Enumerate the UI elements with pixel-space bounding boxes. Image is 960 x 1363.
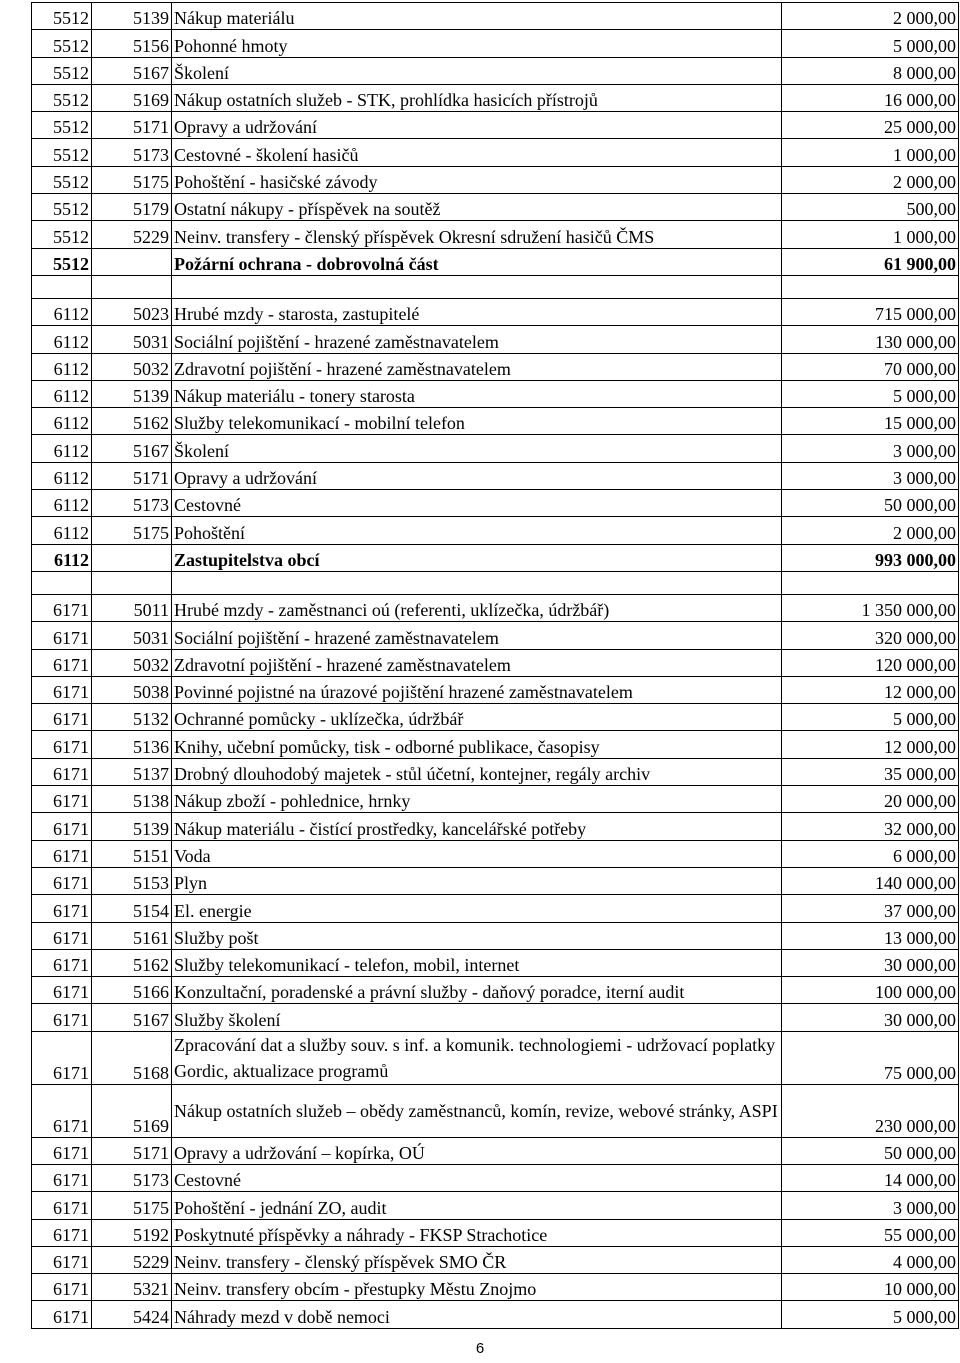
cell-paragraph: 6171 <box>32 1031 92 1084</box>
cell-item-code: 5153 <box>92 867 172 894</box>
cell-amount: 37 000,00 <box>782 895 959 922</box>
table-row <box>32 786 959 813</box>
cell-amount: 20 000,00 <box>782 786 959 813</box>
table-row <box>32 3 959 30</box>
cell-item-name: Voda <box>172 840 782 867</box>
cell-item-code: 5139 <box>92 380 172 407</box>
table-row <box>32 649 959 676</box>
cell-item-name: Služby školení <box>172 1004 782 1031</box>
cell-amount: 1 000,00 <box>782 221 959 248</box>
cell-paragraph: 5512 <box>32 84 92 111</box>
table-row <box>32 1274 959 1301</box>
cell-item-code <box>92 544 172 571</box>
cell-paragraph: 6171 <box>32 977 92 1004</box>
table-row <box>32 895 959 922</box>
cell-item-name: Nákup zboží - pohlednice, hrnky <box>172 786 782 813</box>
cell-item-name: Cestovné <box>172 490 782 517</box>
cell-item-code: 5321 <box>92 1274 172 1301</box>
cell-paragraph: 6112 <box>32 326 92 353</box>
cell-amount: 25 000,00 <box>782 112 959 139</box>
cell-item-name: Nákup materiálu - čistící prostředky, kancelářské potřeby <box>172 813 782 840</box>
table-row <box>32 813 959 840</box>
cell-amount: 32 000,00 <box>782 813 959 840</box>
cell-item-code <box>92 571 172 594</box>
cell-amount: 50 000,00 <box>782 490 959 517</box>
cell-amount: 12 000,00 <box>782 731 959 758</box>
cell-item-name: Knihy, učební pomůcky, tisk - odborné publikace, časopisy <box>172 731 782 758</box>
cell-paragraph: 6171 <box>32 895 92 922</box>
cell-item-name: Konzultační, poradenské a právní služby - daňový poradce, iterní audit <box>172 977 782 1004</box>
cell-paragraph: 6171 <box>32 813 92 840</box>
cell-paragraph: 6171 <box>32 840 92 867</box>
cell-item-code <box>92 275 172 298</box>
cell-amount: 6 000,00 <box>782 840 959 867</box>
cell-amount: 320 000,00 <box>782 622 959 649</box>
cell-paragraph <box>32 571 92 594</box>
cell-amount: 500,00 <box>782 194 959 221</box>
cell-item-code: 5139 <box>92 3 172 30</box>
cell-item-name: Zastupitelstva obcí <box>172 544 782 571</box>
table-row <box>32 139 959 166</box>
cell-item-code: 5023 <box>92 298 172 325</box>
cell-amount: 75 000,00 <box>782 1031 959 1084</box>
cell-paragraph: 6171 <box>32 1192 92 1219</box>
cell-paragraph: 6171 <box>32 1137 92 1164</box>
cell-paragraph: 6171 <box>32 922 92 949</box>
cell-item-name: Zdravotní pojištění - hrazené zaměstnavatelem <box>172 649 782 676</box>
cell-paragraph: 6112 <box>32 435 92 462</box>
cell-paragraph: 6112 <box>32 353 92 380</box>
cell-item-name: Cestovné <box>172 1164 782 1191</box>
cell-amount: 1 000,00 <box>782 139 959 166</box>
table-row <box>32 949 959 976</box>
table-row <box>32 194 959 221</box>
table-row <box>32 408 959 435</box>
cell-item-name: Služby telekomunikací - mobilní telefon <box>172 408 782 435</box>
cell-amount: 61 900,00 <box>782 248 959 275</box>
table-row <box>32 1219 959 1246</box>
cell-item-name: Plyn <box>172 867 782 894</box>
cell-amount: 50 000,00 <box>782 1137 959 1164</box>
cell-item-name <box>172 275 782 298</box>
cell-paragraph: 6112 <box>32 490 92 517</box>
cell-amount: 2 000,00 <box>782 3 959 30</box>
cell-item-code: 5032 <box>92 649 172 676</box>
cell-amount: 15 000,00 <box>782 408 959 435</box>
cell-item-name: Povinné pojistné na úrazové pojištění hrazené zaměstnavatelem <box>172 676 782 703</box>
cell-paragraph: 6171 <box>32 676 92 703</box>
cell-amount: 16 000,00 <box>782 84 959 111</box>
cell-item-code: 5038 <box>92 676 172 703</box>
cell-paragraph: 5512 <box>32 221 92 248</box>
cell-paragraph: 6171 <box>32 1084 92 1137</box>
cell-item-name: Neinv. transfery - členský příspěvek SMO ČR <box>172 1246 782 1273</box>
table-row <box>32 517 959 544</box>
cell-item-name: Opravy a udržování – kopírka, OÚ <box>172 1137 782 1164</box>
cell-amount <box>782 275 959 298</box>
cell-paragraph: 6171 <box>32 594 92 621</box>
cell-paragraph: 5512 <box>32 112 92 139</box>
cell-item-code: 5192 <box>92 1219 172 1246</box>
cell-item-name: Pohoštění - jednání ZO, audit <box>172 1192 782 1219</box>
cell-paragraph: 5512 <box>32 3 92 30</box>
cell-item-name: Sociální pojištění - hrazené zaměstnavatelem <box>172 326 782 353</box>
cell-item-code: 5167 <box>92 57 172 84</box>
cell-paragraph: 6171 <box>32 1246 92 1273</box>
cell-item-name: Ostatní nákupy - příspěvek na soutěž <box>172 194 782 221</box>
cell-item-code: 5173 <box>92 139 172 166</box>
cell-item-code: 5173 <box>92 490 172 517</box>
cell-item-name: Nákup materiálu <box>172 3 782 30</box>
cell-item-code: 5032 <box>92 353 172 380</box>
cell-paragraph: 5512 <box>32 194 92 221</box>
cell-item-code: 5154 <box>92 895 172 922</box>
cell-amount: 30 000,00 <box>782 949 959 976</box>
cell-item-code: 5136 <box>92 731 172 758</box>
cell-amount: 2 000,00 <box>782 166 959 193</box>
cell-item-name: Neinv. transfery - členský příspěvek Okresní sdružení hasičů ČMS <box>172 221 782 248</box>
table-row <box>32 622 959 649</box>
table-row <box>32 166 959 193</box>
table-row <box>32 1031 959 1084</box>
cell-item-code: 5168 <box>92 1031 172 1084</box>
table-row <box>32 1004 959 1031</box>
cell-amount: 993 000,00 <box>782 544 959 571</box>
table-row <box>32 57 959 84</box>
cell-item-name: Cestovné - školení hasičů <box>172 139 782 166</box>
cell-amount: 5 000,00 <box>782 704 959 731</box>
table-row <box>32 867 959 894</box>
table-row <box>32 1301 959 1328</box>
budget-table-body <box>32 3 959 1329</box>
cell-item-code <box>92 248 172 275</box>
table-row <box>32 704 959 731</box>
cell-amount: 3 000,00 <box>782 435 959 462</box>
table-row-spacer <box>32 275 959 298</box>
table-row <box>32 977 959 1004</box>
table-row-total <box>32 248 959 275</box>
table-row <box>32 1137 959 1164</box>
cell-paragraph: 6171 <box>32 649 92 676</box>
cell-paragraph: 5512 <box>32 139 92 166</box>
cell-item-name: Školení <box>172 57 782 84</box>
table-row <box>32 84 959 111</box>
cell-amount: 4 000,00 <box>782 1246 959 1273</box>
table-row <box>32 1246 959 1273</box>
table-row <box>32 353 959 380</box>
table-row <box>32 758 959 785</box>
cell-item-code: 5162 <box>92 949 172 976</box>
cell-item-name: Hrubé mzdy - starosta, zastupitelé <box>172 298 782 325</box>
cell-item-name: Školení <box>172 435 782 462</box>
table-row <box>32 922 959 949</box>
cell-amount: 100 000,00 <box>782 977 959 1004</box>
cell-paragraph: 5512 <box>32 57 92 84</box>
cell-item-code: 5175 <box>92 517 172 544</box>
cell-item-name: Pohoštění <box>172 517 782 544</box>
cell-amount: 35 000,00 <box>782 758 959 785</box>
cell-amount: 130 000,00 <box>782 326 959 353</box>
table-row <box>32 1164 959 1191</box>
cell-item-code: 5137 <box>92 758 172 785</box>
table-row <box>32 326 959 353</box>
cell-paragraph: 6171 <box>32 1274 92 1301</box>
table-row <box>32 1192 959 1219</box>
cell-item-code: 5132 <box>92 704 172 731</box>
table-row <box>32 1084 959 1137</box>
cell-paragraph: 6171 <box>32 731 92 758</box>
table-row <box>32 840 959 867</box>
cell-paragraph: 6171 <box>32 1219 92 1246</box>
cell-item-code: 5169 <box>92 84 172 111</box>
cell-paragraph: 5512 <box>32 30 92 57</box>
table-row <box>32 731 959 758</box>
cell-item-name: Náhrady mezd v době nemoci <box>172 1301 782 1328</box>
cell-amount: 8 000,00 <box>782 57 959 84</box>
budget-table <box>31 2 959 1329</box>
cell-item-name: El. energie <box>172 895 782 922</box>
cell-item-code: 5171 <box>92 1137 172 1164</box>
cell-item-name: Opravy a udržování <box>172 112 782 139</box>
cell-item-code: 5151 <box>92 840 172 867</box>
table-row <box>32 380 959 407</box>
cell-item-code: 5161 <box>92 922 172 949</box>
cell-paragraph: 6112 <box>32 517 92 544</box>
cell-item-name: Ochranné pomůcky - uklízečka, údržbář <box>172 704 782 731</box>
cell-amount <box>782 571 959 594</box>
cell-paragraph <box>32 275 92 298</box>
cell-item-name: Sociální pojištění - hrazené zaměstnavatelem <box>172 622 782 649</box>
cell-item-code: 5171 <box>92 112 172 139</box>
cell-amount: 1 350 000,00 <box>782 594 959 621</box>
cell-paragraph: 6112 <box>32 544 92 571</box>
cell-paragraph: 6171 <box>32 622 92 649</box>
table-row <box>32 30 959 57</box>
table-row-total <box>32 544 959 571</box>
cell-item-name: Hrubé mzdy - zaměstnanci oú (referenti, uklízečka, údržbář) <box>172 594 782 621</box>
cell-item-name: Požární ochrana - dobrovolná část <box>172 248 782 275</box>
cell-amount: 30 000,00 <box>782 1004 959 1031</box>
cell-paragraph: 6112 <box>32 408 92 435</box>
cell-item-name: Služby pošt <box>172 922 782 949</box>
cell-paragraph: 6171 <box>32 1301 92 1328</box>
table-row <box>32 112 959 139</box>
cell-item-code: 5138 <box>92 786 172 813</box>
table-row <box>32 676 959 703</box>
cell-amount: 3 000,00 <box>782 462 959 489</box>
cell-paragraph: 6171 <box>32 758 92 785</box>
cell-amount: 2 000,00 <box>782 517 959 544</box>
cell-item-name: Poskytnuté příspěvky a náhrady - FKSP Strachotice <box>172 1219 782 1246</box>
table-row <box>32 435 959 462</box>
cell-item-name: Pohonné hmoty <box>172 30 782 57</box>
table-row <box>32 462 959 489</box>
cell-paragraph: 6171 <box>32 867 92 894</box>
cell-item-name: Zdravotní pojištění - hrazené zaměstnavatelem <box>172 353 782 380</box>
table-row <box>32 298 959 325</box>
cell-paragraph: 6171 <box>32 949 92 976</box>
cell-item-code: 5169 <box>92 1084 172 1137</box>
cell-item-code: 5031 <box>92 622 172 649</box>
cell-amount: 5 000,00 <box>782 30 959 57</box>
cell-amount: 5 000,00 <box>782 380 959 407</box>
cell-amount: 715 000,00 <box>782 298 959 325</box>
cell-item-code: 5167 <box>92 435 172 462</box>
cell-paragraph: 6171 <box>32 1164 92 1191</box>
cell-item-code: 5166 <box>92 977 172 1004</box>
cell-amount: 140 000,00 <box>782 867 959 894</box>
cell-amount: 120 000,00 <box>782 649 959 676</box>
cell-item-name: Drobný dlouhodobý majetek - stůl účetní, kontejner, regály archiv <box>172 758 782 785</box>
cell-item-name <box>172 571 782 594</box>
cell-item-code: 5011 <box>92 594 172 621</box>
cell-item-name: Nákup materiálu - tonery starosta <box>172 380 782 407</box>
cell-item-code: 5156 <box>92 30 172 57</box>
cell-item-name: Neinv. transfery obcím - přestupky Městu Znojmo <box>172 1274 782 1301</box>
page-number: 6 <box>475 1340 485 1357</box>
cell-amount: 13 000,00 <box>782 922 959 949</box>
cell-item-code: 5162 <box>92 408 172 435</box>
cell-item-name: Pohoštění - hasičské závody <box>172 166 782 193</box>
cell-item-name: Služby telekomunikací - telefon, mobil, internet <box>172 949 782 976</box>
cell-paragraph: 6112 <box>32 462 92 489</box>
cell-item-code: 5171 <box>92 462 172 489</box>
cell-item-code: 5167 <box>92 1004 172 1031</box>
cell-amount: 3 000,00 <box>782 1192 959 1219</box>
cell-paragraph: 6171 <box>32 704 92 731</box>
cell-amount: 5 000,00 <box>782 1301 959 1328</box>
table-row <box>32 490 959 517</box>
cell-amount: 230 000,00 <box>782 1084 959 1137</box>
table-row-spacer <box>32 571 959 594</box>
cell-amount: 55 000,00 <box>782 1219 959 1246</box>
cell-amount: 70 000,00 <box>782 353 959 380</box>
cell-item-code: 5175 <box>92 166 172 193</box>
cell-paragraph: 6171 <box>32 1004 92 1031</box>
table-row <box>32 594 959 621</box>
cell-amount: 14 000,00 <box>782 1164 959 1191</box>
cell-amount: 10 000,00 <box>782 1274 959 1301</box>
cell-item-code: 5175 <box>92 1192 172 1219</box>
cell-item-code: 5031 <box>92 326 172 353</box>
cell-item-code: 5229 <box>92 1246 172 1273</box>
cell-item-code: 5139 <box>92 813 172 840</box>
cell-item-name: Opravy a udržování <box>172 462 782 489</box>
table-row <box>32 221 959 248</box>
cell-paragraph: 5512 <box>32 248 92 275</box>
cell-item-code: 5173 <box>92 1164 172 1191</box>
cell-item-code: 5424 <box>92 1301 172 1328</box>
cell-amount: 12 000,00 <box>782 676 959 703</box>
cell-paragraph: 6112 <box>32 380 92 407</box>
cell-paragraph: 5512 <box>32 166 92 193</box>
cell-item-code: 5229 <box>92 221 172 248</box>
cell-item-code: 5179 <box>92 194 172 221</box>
cell-paragraph: 6171 <box>32 786 92 813</box>
cell-item-name: Nákup ostatních služeb – obědy zaměstnanců, komín, revize, webové stránky, ASPI <box>172 1084 782 1137</box>
cell-item-name: Zpracování dat a služby souv. s inf. a komunik. technologiemi - udržovací poplatky Gordic, aktualizace programů <box>172 1031 782 1084</box>
cell-paragraph: 6112 <box>32 298 92 325</box>
cell-item-name: Nákup ostatních služeb - STK, prohlídka hasicích přístrojů <box>172 84 782 111</box>
